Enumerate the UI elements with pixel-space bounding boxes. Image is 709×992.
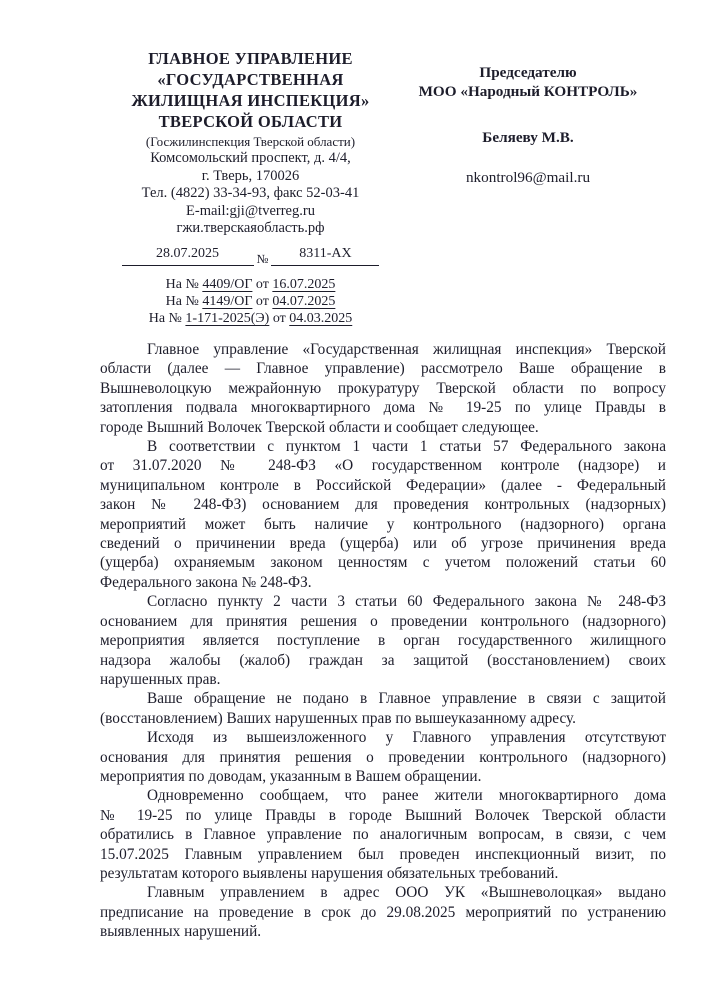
body-line: городе Вышний Волочек Тверской области и сообщает следующее. (100, 418, 539, 436)
recipient-block (390, 64, 666, 187)
recipient-email: nkontrol96@mail.ru (465, 168, 591, 186)
sender-phone: Тел. (4822) 33-34-93, факс 52-03-41 (141, 185, 360, 202)
body-line: затопления подвала многоквартирного дома № 19-25 по улице Правды в (100, 399, 666, 417)
reference-row (99, 311, 402, 328)
body-line: закон № 248-ФЗ) основанием для проведения контрольных (надзорных) (100, 496, 666, 514)
body-line: мероприятий может быть наличие у контрольного (надзорного) органа (100, 515, 666, 533)
ref-prefix: На № (165, 276, 199, 292)
ref-prefix: На № (165, 293, 199, 309)
ref-date: 04.07.2025 (272, 293, 336, 309)
reference-row (99, 294, 402, 311)
body-line: Главным управлением в адрес ООО УК «Вышневолоцкая» выдано (147, 884, 666, 902)
body-line: предписание на проведение в срок до 29.08.2025 мероприятий по устранению (100, 903, 666, 921)
body-paragraph (100, 340, 666, 437)
body-paragraph (100, 728, 666, 786)
sender-letterhead (99, 48, 402, 327)
ref-ot: от (255, 293, 269, 309)
body-paragraph (100, 689, 666, 728)
body-line: (восстановлением) Ваших нарушенных прав по вышеуказанному адресу. (100, 709, 577, 727)
recipient-name: Беляеву М.В. (482, 129, 574, 146)
body-line: основания для принятия решения о проведении контрольного (надзорного) (100, 748, 666, 766)
body-line: Вышневолоцкую межрайонную прокуратуру Тверской области по вопросу (100, 379, 666, 397)
body-line: Исходя из вышеизложенного у Главного управления отсутствуют (147, 729, 666, 747)
body-line: Одновременно сообщаем, что ранее жители многоквартирного дома (147, 787, 666, 805)
body-line: основанием для принятия решения о проведении контрольного (надзорного) (100, 612, 666, 630)
body-line: выявленных нарушений. (100, 923, 262, 941)
body-line: нарушенных прав. (100, 670, 221, 688)
letter-body (100, 340, 666, 942)
sender-website: гжи.тверскаяобласть.рф (176, 220, 325, 237)
body-line: Федерального закона № 248-ФЗ. (100, 573, 312, 591)
body-line: Согласно пункту 2 части 3 статьи 60 Федерального закона № 248-ФЗ (147, 593, 666, 611)
body-paragraph (100, 883, 666, 941)
ref-ot: от (255, 276, 269, 292)
body-paragraph (100, 437, 666, 592)
body-line: результатам которого выявлены нарушения обязательных требований. (100, 864, 559, 882)
sender-address-line: Комсомольский проспект, д. 4/4, (150, 150, 351, 166)
body-paragraph (100, 786, 666, 883)
sender-title-line: ГЛАВНОЕ УПРАВЛЕНИЕ (148, 49, 353, 68)
outgoing-date-number-line (99, 242, 402, 266)
body-line: обратились в Главное управление по аналогичным вопросам, в связи, с чем (100, 826, 666, 844)
body-line: области (далее — Главное управление) рассмотрело Ваше обращение в (100, 360, 666, 378)
body-line: сведений о причинении вреда (ущерба) или об угрозе причинения вреда (100, 535, 666, 553)
ref-date: 04.03.2025 (289, 310, 353, 326)
ref-number: 1-171-2025(Э) (185, 310, 270, 326)
body-line: от 31.07.2020 № 248-ФЗ «О государственном контроле (надзоре) и (100, 457, 666, 475)
recipient-position: Председателю (479, 64, 577, 81)
ref-date: 16.07.2025 (272, 276, 336, 292)
sender-title-line: «ГОСУДАРСТВЕННАЯ (157, 70, 344, 89)
ref-ot: от (272, 310, 286, 326)
sender-title-line: ЖИЛИЩНАЯ ИНСПЕКЦИЯ» (131, 91, 370, 110)
body-line: 15.07.2025 Главным управлением был проведен инспекционный визит, по (100, 845, 666, 863)
body-line: Главное управление «Государственная жилищная инспекция» Тверской (147, 341, 666, 358)
body-line: (ущерба) охраняемым законом ценностям с учетом положений статьи 60 (100, 554, 666, 572)
body-line: Ваше обращение не подано в Главное управление в связи с защитой (147, 690, 666, 708)
body-line: мероприятия по доводам, указанным в Вашем обращении. (100, 767, 482, 785)
recipient-organization: МОО «Народный КОНТРОЛЬ» (418, 82, 638, 100)
sender-short-name: (Госжилинспекция Тверской области) (145, 134, 356, 149)
ref-number: 4149/ОГ (202, 293, 253, 309)
body-line: мероприятия является поступление в орган государственного жилищного (100, 632, 666, 650)
outgoing-date-field: 28.07.2025 (122, 245, 254, 266)
sender-title-line: ТВЕРСКОЙ ОБЛАСТИ (158, 112, 343, 131)
body-paragraph (100, 592, 666, 689)
ref-prefix: На № (148, 310, 182, 326)
sender-email: E-mail:gji@tverreg.ru (186, 202, 315, 219)
incoming-references (99, 277, 402, 327)
body-line: муниципальном контроле в Российской Федерации» (далее - Федеральный (100, 476, 666, 494)
ref-number: 4409/ОГ (202, 276, 253, 292)
number-sign: № (256, 251, 269, 266)
sender-address-line: г. Тверь, 170026 (201, 167, 300, 184)
reference-row (99, 277, 402, 294)
body-line: надзора жалобы (жалоб) граждан за защитой (восстановлением) своих (100, 651, 666, 669)
body-line: № 19-25 по улице Правды в городе Вышний Волочек Тверской области (100, 806, 666, 824)
body-line: В соответствии с пунктом 1 части 1 статьи 57 Федерального закона (147, 438, 666, 456)
outgoing-number-field: 8311-АХ (271, 245, 379, 266)
